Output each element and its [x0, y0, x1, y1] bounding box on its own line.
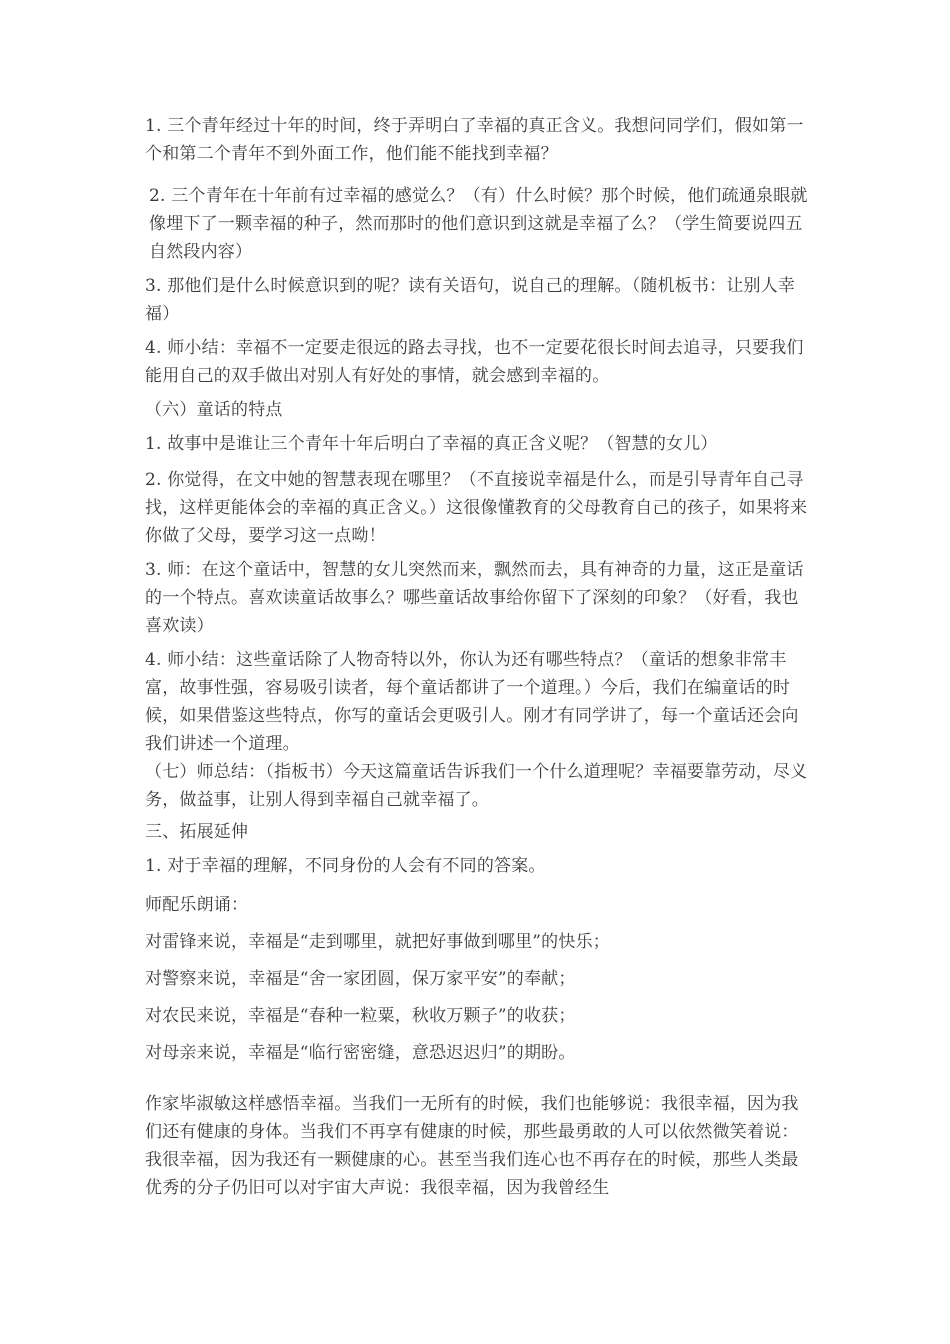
paragraph-summary-1: 4. 师小结：幸福不一定要走很远的路去寻找，也不一定要花很长时间去追寻，只要我们能用自己的双手做出对别人有好处的事情，就会感到幸福的。 — [145, 338, 804, 386]
paragraph-6-2: 2. 你觉得，在文中她的智慧表现在哪里？（不直接说幸福是什么，而是引导青年自己寻找，这样更能体会的幸福的真正含义。）这很像懂教育的父母教育自己的孩子，如果将来你做了父母，要学习这一点呦！ — [145, 470, 808, 546]
recitation-line-2: 对警察来说，幸福是“舍一家团圆，保万家平安”的奉献； — [145, 969, 576, 989]
paragraph-6-4: 4. 师小结：这些童话除了人物奇特以外，你认为还有哪些特点？（童话的想象非常丰富，故事性强，容易吸引读者，每个童话都讲了一个道理。）今后，我们在编童话的时候，如果借鉴这些特点，你写的童话会更吸引人。刚才有同学讲了，每一个童话还会向我们讲述一个道理。 — [145, 650, 799, 754]
paragraph-q2: 2. 三个青年在十年前有过幸福的感觉么？（有）什么时候？那个时候，他们疏通泉眼就像埋下了一颗幸福的种子，然而那时的他们意识到这就是幸福了么？（学生简要说四五自然段内容） — [149, 186, 808, 262]
recitation-line-1: 对雷锋来说，幸福是“走到哪里，就把好事做到哪里”的快乐； — [145, 932, 610, 952]
recitation-heading: 师配乐朗诵： — [145, 895, 249, 915]
paragraph-q1: 1. 三个青年经过十年的时间，终于弄明白了幸福的真正含义。我想问同学们，假如第一个和第二个青年不到外面工作，他们能不能找到幸福？ — [145, 116, 804, 164]
recitation-line-4: 对母亲来说，幸福是“临行密密缝，意恐迟迟归”的期盼。 — [145, 1043, 576, 1063]
paragraph-bi-shumin: 作家毕淑敏这样感悟幸福。当我们一无所有的时候，我们也能够说：我很幸福，因为我们还有健康的身体。当我们不再享有健康的时候，那些最勇敢的人可以依然微笑着说：我很幸福，因为我还有一颗健康的心。甚至当我们连心也不再存在的时候，那些人类最优秀的分子仍旧可以对宇宙大声说：我很幸福，因为我曾经生 — [145, 1094, 799, 1198]
paragraph-6-1: 1. 故事中是谁让三个青年十年后明白了幸福的真正含义呢？（智慧的女儿） — [145, 434, 718, 454]
recitation-line-3: 对农民来说，幸福是“春种一粒粟，秋收万颗子”的收获； — [145, 1006, 576, 1026]
paragraph-6-3: 3. 师：在这个童话中，智慧的女儿突然而来，飘然而去，具有神奇的力量，这正是童话的一个特点。喜欢读童话故事么？哪些童话故事给你留下了深刻的印象？（好看，我也喜欢读） — [145, 560, 804, 636]
paragraph-q3: 3. 那他们是什么时候意识到的呢？读有关语句，说自己的理解。（随机板书：让别人幸福） — [145, 276, 796, 324]
section-heading-3: 三、拓展延伸 — [145, 822, 249, 842]
section-heading-6: （六）童话的特点 — [145, 400, 283, 420]
paragraph-3-1: 1. 对于幸福的理解，不同身份的人会有不同的答案。 — [145, 856, 546, 876]
paragraph-7-summary: （七）师总结：（指板书）今天这篇童话告诉我们一个什么道理呢？幸福要靠劳动，尽义务，做益事，让别人得到幸福自己就幸福了。 — [145, 762, 808, 810]
